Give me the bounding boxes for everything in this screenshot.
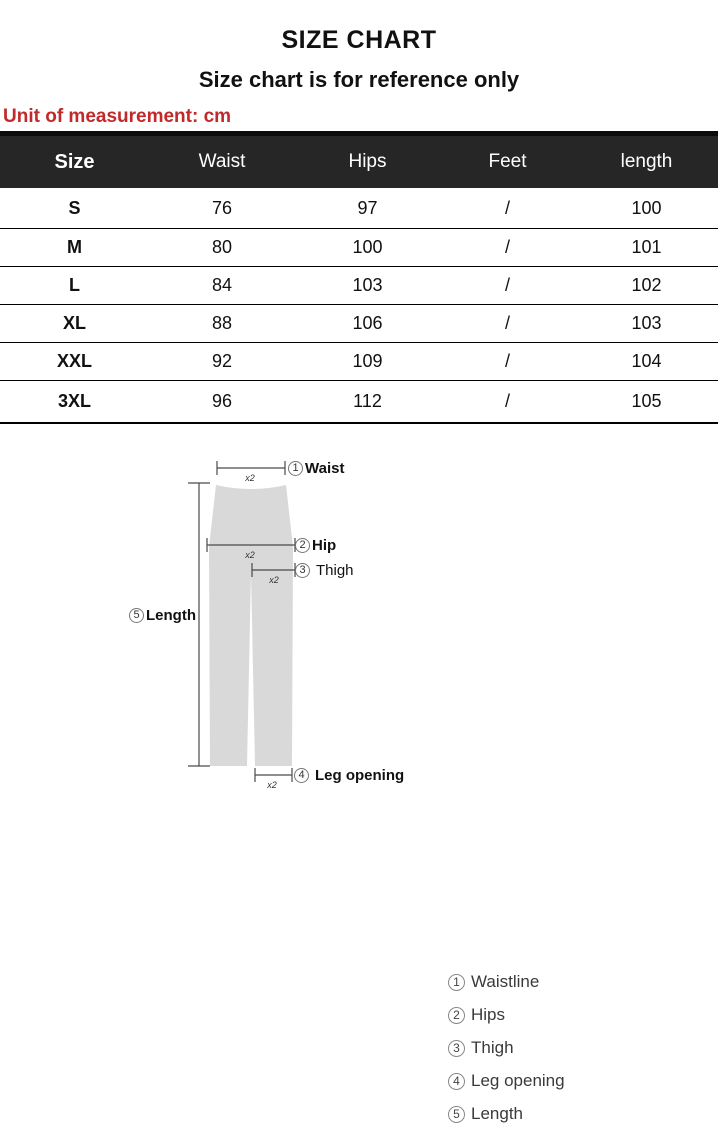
x2-marker-hip: x2 xyxy=(245,550,255,560)
leg-opening-label-text: Leg opening xyxy=(315,766,405,784)
column-header-length: length xyxy=(620,151,673,172)
legend-item-length xyxy=(448,1104,565,1124)
table-row xyxy=(0,305,718,343)
table-cell: L xyxy=(69,275,80,295)
table-cell: / xyxy=(504,275,510,295)
hip-label xyxy=(295,536,336,554)
waist-label-text: Waist xyxy=(305,459,345,477)
circled-number-3-icon: 3 xyxy=(448,1040,465,1057)
circled-number-4-icon: 4 xyxy=(448,1073,465,1090)
table-cell: 3XL xyxy=(57,391,91,411)
thigh-label-text: Thigh xyxy=(316,561,354,579)
column-header-waist: Waist xyxy=(198,151,246,172)
table-cell: / xyxy=(504,237,510,257)
circled-number-3-icon: 3 xyxy=(295,563,310,578)
page-title: SIZE CHART xyxy=(281,26,437,54)
table-body xyxy=(0,188,718,424)
table-row xyxy=(0,381,718,424)
pants-silhouette xyxy=(209,485,293,766)
thigh-label xyxy=(295,561,354,579)
table-cell: 96 xyxy=(211,391,233,411)
legend-item-thigh xyxy=(448,1038,565,1058)
table-cell: XL xyxy=(62,313,86,333)
table-cell: / xyxy=(504,197,510,218)
table-cell: 80 xyxy=(211,237,233,257)
table-cell: 100 xyxy=(631,197,662,218)
circled-number-2-icon: 2 xyxy=(448,1007,465,1024)
column-header-size: Size xyxy=(54,150,95,173)
table-header-row xyxy=(0,131,718,188)
table-cell: 102 xyxy=(631,275,662,295)
table-cell: 103 xyxy=(631,313,662,333)
circled-number-5-icon: 5 xyxy=(129,608,144,623)
legend-item-text: Thigh xyxy=(471,1038,514,1057)
circled-number-5-icon: 5 xyxy=(448,1106,465,1123)
table-cell: / xyxy=(504,313,510,333)
table-cell: 105 xyxy=(631,391,662,411)
legend-item-waistline xyxy=(448,972,565,992)
legend-item-text: Leg opening xyxy=(471,1071,565,1090)
legend-item-text: Waistline xyxy=(471,972,540,991)
table-cell: 76 xyxy=(211,197,233,218)
legend-item-leg-opening xyxy=(448,1071,565,1091)
length-label xyxy=(133,606,196,624)
table-cell: 100 xyxy=(352,237,383,257)
table-cell: 101 xyxy=(631,237,662,257)
table-cell: 109 xyxy=(352,351,383,371)
hip-label-text: Hip xyxy=(312,536,337,554)
circled-number-1-icon: 1 xyxy=(448,974,465,991)
page-subtitle: Size chart is for reference only xyxy=(198,67,520,92)
table-cell: S xyxy=(68,197,81,218)
table-cell: XXL xyxy=(56,351,92,371)
table-cell: 84 xyxy=(211,275,233,295)
column-header-hips: Hips xyxy=(348,151,387,172)
table-cell: M xyxy=(67,237,82,257)
table-cell: / xyxy=(504,351,510,371)
x2-marker-waist: x2 xyxy=(245,473,255,483)
table-cell: / xyxy=(504,391,510,411)
table-row xyxy=(0,188,718,229)
legend-item-hips xyxy=(448,1005,565,1025)
x2-marker-thigh: x2 xyxy=(269,575,279,585)
table-cell: 104 xyxy=(631,351,662,371)
pants-measurement-diagram xyxy=(0,444,718,1123)
table-cell: 88 xyxy=(211,313,233,333)
table-cell: 112 xyxy=(353,391,382,411)
table-row xyxy=(0,267,718,305)
circled-number-1-icon: 1 xyxy=(288,461,303,476)
circled-number-4-icon: 4 xyxy=(294,768,309,783)
measurement-legend xyxy=(448,972,565,1124)
waist-label xyxy=(288,459,344,477)
table-row xyxy=(0,229,718,267)
length-label-text: Length xyxy=(146,606,196,624)
table-cell: 103 xyxy=(352,275,383,295)
table-cell: 106 xyxy=(352,313,383,333)
circled-number-2-icon: 2 xyxy=(295,538,310,553)
unit-of-measurement-note: Unit of measurement: cm xyxy=(3,106,232,127)
table-cell: 92 xyxy=(211,351,233,371)
table-row xyxy=(0,343,718,381)
pants-diagram-drawing xyxy=(0,444,718,817)
table-cell: 97 xyxy=(357,197,378,218)
size-table xyxy=(0,131,718,424)
column-header-feet: Feet xyxy=(488,151,527,172)
legend-item-text: Length xyxy=(471,1104,523,1123)
leg-opening-label xyxy=(294,766,404,784)
x2-marker-leg-opening: x2 xyxy=(267,780,277,790)
legend-item-text: Hips xyxy=(471,1005,506,1024)
